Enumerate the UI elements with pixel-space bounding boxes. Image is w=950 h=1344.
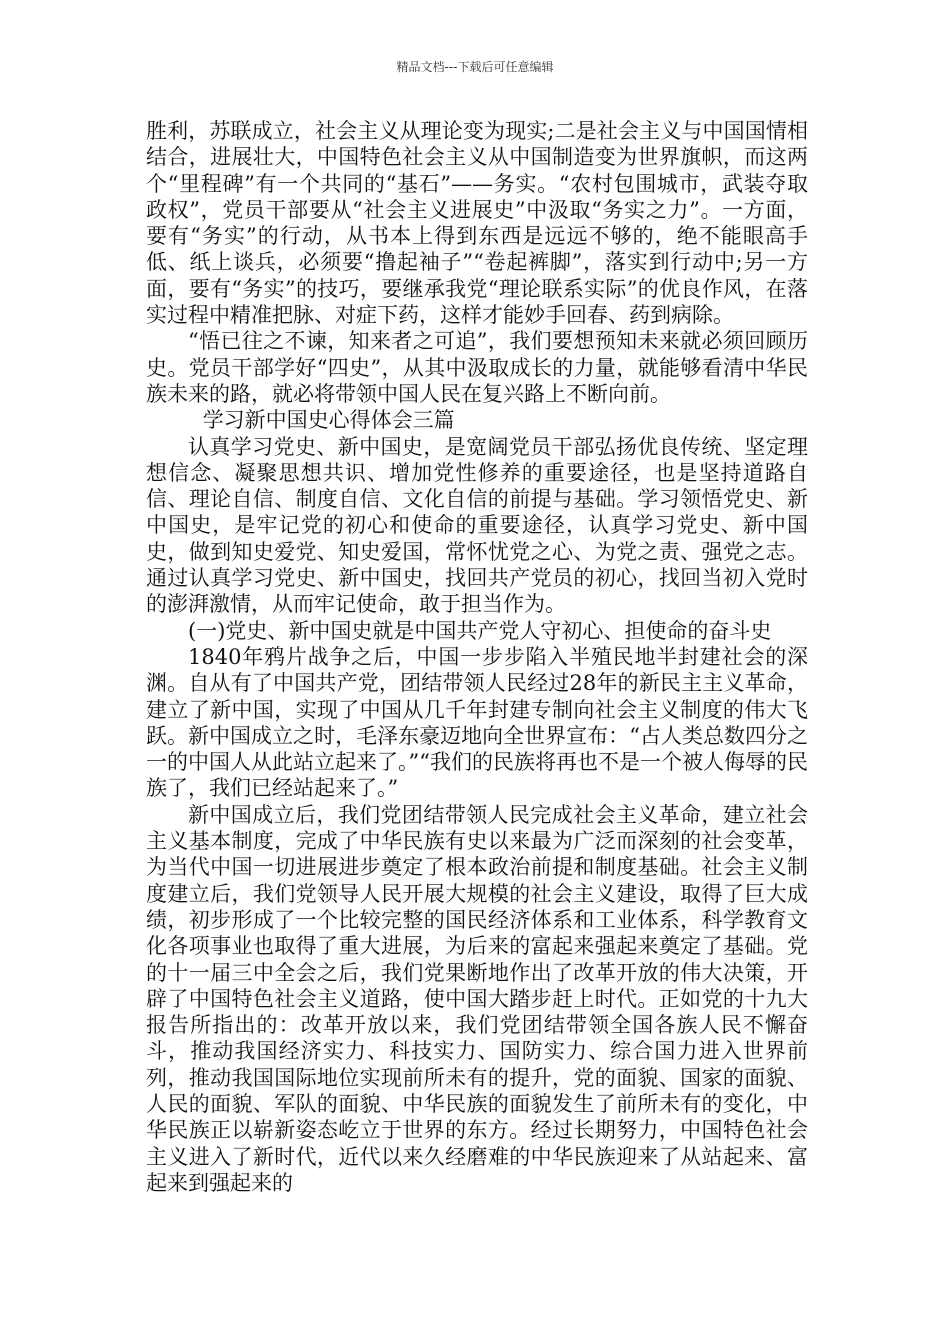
paragraph: “悟已往之不谏，知来者之可追”，我们要想预知未来就必须回顾历史。党员干部学好“四史”，从其中汲取成长的力量，就能够看清中华民族未来的路，就必将带领中国人民在复兴路上不断向前。: [146, 329, 808, 406]
page-header: 精品文档---下载后可任意编辑: [396, 60, 554, 74]
paragraph: 认真学习党史、新中国史，是宽阔党员干部弘扬优良传统、坚定理想信念、凝聚思想共识、增加党性修养的重要途径，也是坚持道路自信、理论自信、制度自信、文化自信的前提与基础。学习领悟党史、新中国史，是牢记党的初心和使命的重要途径，认真学习党史、新中国史，做到知史爱党、知史爱国，常怀忧党之心、为党之责、强党之志。通过认真学习党史、新中国史，找回共产党员的初心，找回当初入党时的澎湃激情，从而牢记使命，敢于担当作为。: [146, 434, 808, 617]
paragraph: 1840年鸦片战争之后，中国一步步陷入半殖民地半封建社会的深渊。自从有了中国共产党，团结带领人民经过28年的新民主主义革命，建立了新中国，实现了中国从几千年封建专制向社会主义制度的伟大飞跃。新中国成立之时，毛泽东豪迈地向全世界宣布：“占人类总数四分之一的中国人从此站立起来了。”“我们的民族将再也不是一个被人侮辱的民族了，我们已经站起来了。”: [146, 644, 808, 801]
subsection-title: (一)党史、新中国史就是中国共产党人守初心、担使命的奋斗史: [188, 618, 772, 643]
section-title: 学习新中国史心得体会三篇: [202, 408, 455, 433]
document-body: [146, 118, 808, 1196]
paragraph: 新中国成立后，我们党团结带领人民完成社会主义革命，建立社会主义基本制度，完成了中华民族有史以来最为广泛而深刻的社会变革，为当代中国一切进展进步奠定了根本政治前提和制度基础。社会主义制度建立后，我们党领导人民开展大规模的社会主义建设，取得了巨大成绩，初步形成了一个比较完整的国民经济体系和工业体系，科学教育文化各项事业也取得了重大进展，为后来的富起来强起来奠定了基础。党的十一届三中全会之后，我们党果断地作出了改革开放的伟大决策，开辟了中国特色社会主义道路，使中国大踏步赶上时代。正如党的十九大报告所指出的：改革开放以来，我们党团结带领全国各族人民不懈奋斗，推动我国经济实力、科技实力、国防实力、综合国力进入世界前列，推动我国国际地位实现前所未有的提升，党的面貌、国家的面貌、人民的面貌、军队的面貌、中华民族的面貌发生了前所未有的变化，中华民族正以崭新姿态屹立于世界的东方。经过长期努力，中国特色社会主义进入了新时代，近代以来久经磨难的中华民族迎来了从站起来、富起来到强起来的: [146, 802, 808, 1195]
paragraph: 胜利，苏联成立，社会主义从理论变为现实;二是社会主义与中国国情相结合，进展壮大，中国特色社会主义从中国制造变为世界旗帜，而这两个“里程碑”有一个共同的“基石”——务实。“农村包围城市，武装夺取政权”，党员干部要从“社会主义进展史”中汲取“务实之力”。一方面，要有“务实”的行动，从书本上得到东西是远远不够的，绝不能眼高手低、纸上谈兵，必须要“撸起袖子”“卷起裤脚”，落实到行动中;另一方面，要有“务实”的技巧，要继承我党“理论联系实际”的优良作风，在落实过程中精准把脉、对症下药，这样才能妙手回春、药到病除。: [146, 119, 808, 328]
